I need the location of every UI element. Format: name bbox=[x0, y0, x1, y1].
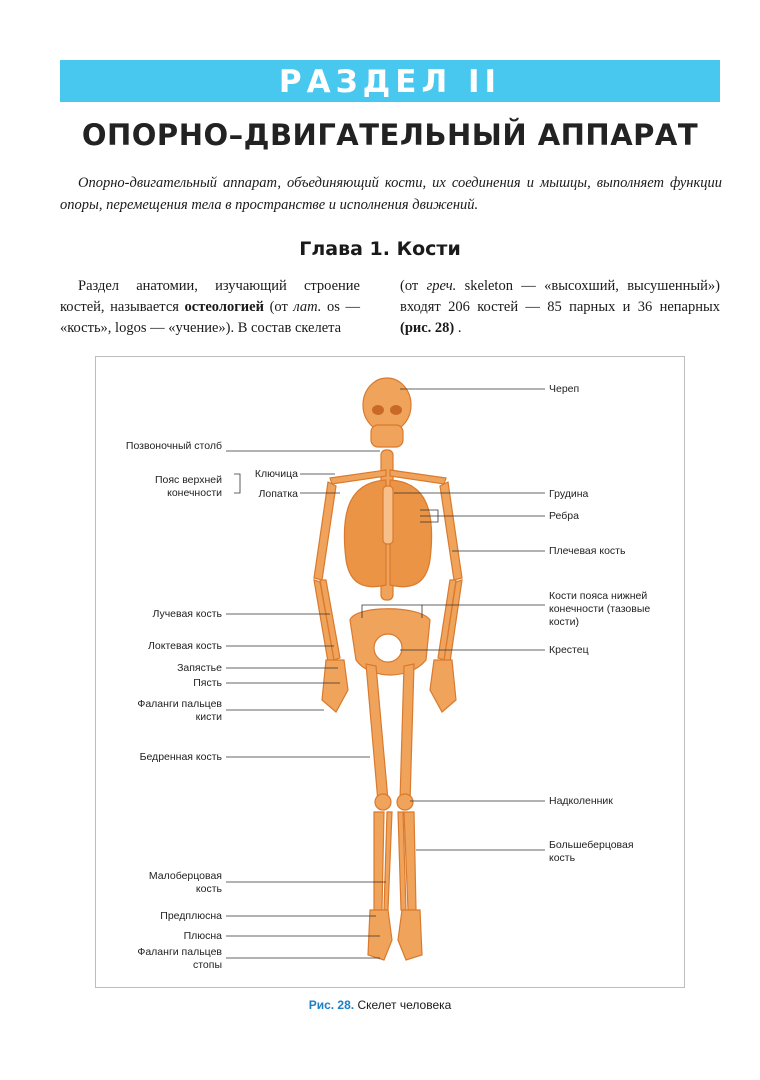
latin-abbrev: лат. bbox=[293, 299, 322, 315]
label-pelvic-girdle: Кости пояса нижней конечности (тазовые кости) bbox=[549, 590, 651, 628]
label-toe-phalanges: Фаланги пальцев стопы bbox=[137, 946, 222, 971]
section-banner-text: РАЗДЕЛ II bbox=[278, 64, 502, 100]
label-spine: Позвоночный столб bbox=[125, 440, 222, 452]
label-ribs: Ребра bbox=[549, 510, 579, 522]
body-column-right: (от греч. skeleton — «высохший, высушенный») входят 206 костей — 85 парных и 36 непарных (рис. 28) . bbox=[400, 278, 720, 336]
figure-caption-number: Рис. 28. bbox=[308, 998, 355, 1012]
label-metatarsus: Плюсна bbox=[183, 930, 222, 942]
body-text: (от bbox=[269, 299, 288, 315]
label-finger-phalanges: Фаланги пальцев кисти bbox=[137, 698, 222, 723]
label-shoulder-girdle: Пояс верхней конечности bbox=[154, 474, 222, 499]
label-radius: Лучевая кость bbox=[152, 608, 222, 620]
label-tarsus: Предплюсна bbox=[160, 910, 222, 922]
label-wrist: Запястье bbox=[177, 662, 222, 674]
label-patella: Надколенник bbox=[549, 795, 613, 807]
figure-reference: (рис. 28) bbox=[400, 320, 455, 336]
label-scapula: Лопатка bbox=[258, 488, 298, 500]
label-ulna: Локтевая кость bbox=[148, 640, 222, 652]
figure-caption bbox=[0, 998, 760, 1012]
label-femur: Бедренная кость bbox=[139, 751, 222, 763]
label-skull: Череп bbox=[549, 383, 580, 395]
label-sacrum: Крестец bbox=[549, 644, 589, 656]
chapter-title: Глава 1. Кости bbox=[299, 238, 461, 260]
figure-caption-text: Скелет человека bbox=[357, 998, 452, 1012]
label-metacarpus: Пясть bbox=[193, 677, 222, 689]
term-osteology: остеологией bbox=[184, 299, 264, 315]
intro-paragraph: Опорно-двигательный аппарат, объединяющий кости, их соединения и мышцы, выполняет функции опоры, перемещения тела в пространстве и исполнения движений. bbox=[60, 175, 722, 213]
label-sternum: Грудина bbox=[549, 488, 589, 500]
label-clavicle: Ключица bbox=[254, 468, 298, 480]
label-fibula: Малоберцовая кость bbox=[148, 870, 222, 895]
body-text: os — «кость», logos — «учение»). В состав скелета bbox=[60, 299, 361, 336]
body-text: Раздел анатомии, изучающий строение костей, называется bbox=[60, 278, 360, 315]
body-text: skeleton — «высохший, высушенный») входят 206 костей — 85 парных и 36 непарных bbox=[400, 278, 720, 315]
label-humerus: Плечевая кость bbox=[549, 545, 626, 557]
page-title: ОПОРНО–ДВИГАТЕЛЬНЫЙ АППАРАТ bbox=[81, 118, 699, 152]
greek-abbrev: греч. bbox=[426, 278, 457, 294]
label-tibia: Большеберцовая кость bbox=[549, 839, 634, 864]
